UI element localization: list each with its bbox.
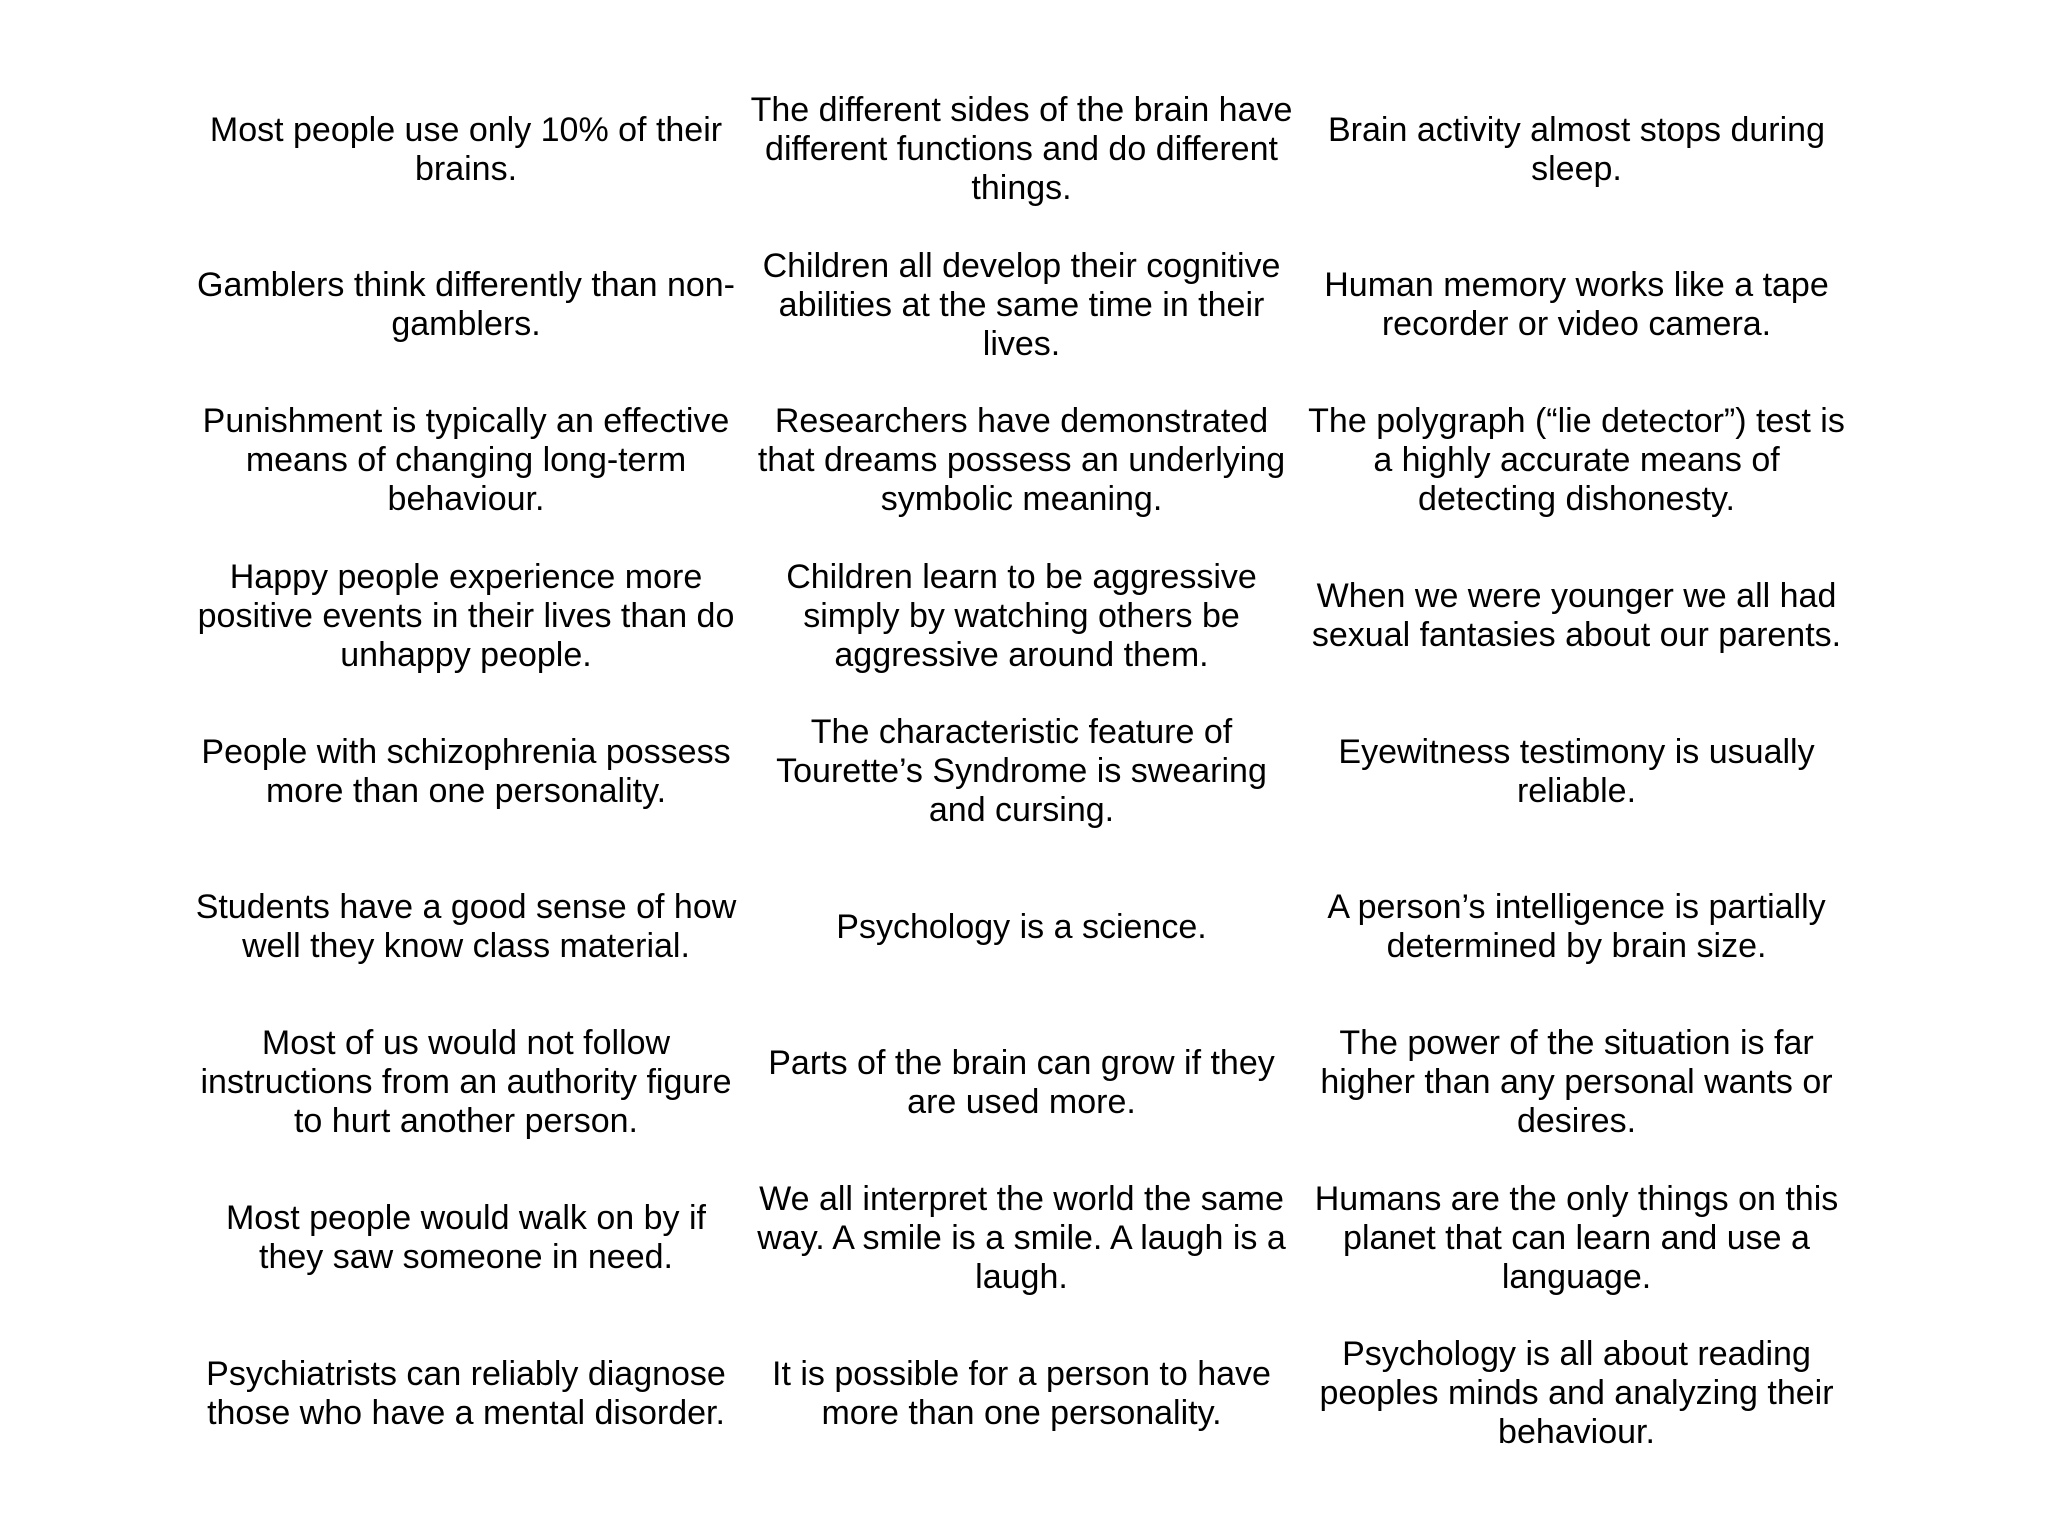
statement-text: Most people use only 10% of their brains. [209, 110, 723, 188]
statement-card [744, 383, 1299, 539]
statement-text: Humans are the only things on this planet that can learn and use a language. [1314, 1179, 1839, 1296]
statement-card [188, 850, 744, 1006]
statement-card [1299, 228, 1854, 384]
statement-card [744, 72, 1299, 228]
statement-card [188, 1316, 744, 1472]
statement-text: The characteristic feature of Tourette’s Syndrome is swearing and cursing. [776, 713, 1267, 830]
statement-card [188, 383, 744, 539]
statement-grid [188, 72, 1854, 1492]
statement-card [188, 72, 744, 228]
statement-text: Most people would walk on by if they saw someone in need. [225, 1199, 707, 1277]
statement-card [188, 228, 744, 384]
statement-text: Psychology is all about reading peoples minds and analyzing their behaviour. [1319, 1335, 1834, 1452]
statement-text: Human memory works like a tape recorder or video camera. [1324, 266, 1829, 344]
statement-text: Children all develop their cognitive abilities at the same time in their lives. [762, 246, 1281, 363]
statement-card [744, 539, 1299, 695]
statement-card [1299, 539, 1854, 695]
statement-card [188, 1005, 744, 1161]
statement-card [1299, 1161, 1854, 1317]
statement-text: The polygraph (“lie detector”) test is a highly accurate means of detecting dishonesty. [1308, 402, 1845, 519]
statement-text: Children learn to be aggressive simply by watching others be aggressive around them. [786, 557, 1257, 674]
statement-text: It is possible for a person to have more than one personality. [772, 1354, 1271, 1432]
statement-text: Eyewitness testimony is usually reliable. [1338, 732, 1815, 810]
statement-card [744, 850, 1299, 1006]
statement-card [744, 1316, 1299, 1472]
statement-card [1299, 850, 1854, 1006]
statement-text: Punishment is typically an effective means of changing long-term behaviour. [202, 402, 730, 519]
statement-text: We all interpret the world the same way. A smile is a smile. A laugh is a laugh. [757, 1179, 1286, 1296]
statement-card [744, 694, 1299, 850]
statement-card [744, 1005, 1299, 1161]
statement-card [1299, 1005, 1854, 1161]
statement-text: Most of us would not follow instructions from an authority figure to hurt another person. [200, 1024, 732, 1141]
statement-card [188, 694, 744, 850]
statement-text: People with schizophrenia possess more than one personality. [201, 732, 731, 810]
statement-text: Psychiatrists can reliably diagnose those who have a mental disorder. [206, 1354, 726, 1432]
statement-text: A person’s intelligence is partially determined by brain size. [1327, 888, 1826, 966]
statement-text: Parts of the brain can grow if they are used more. [768, 1043, 1275, 1121]
statement-text: When we were younger we all had sexual fantasies about our parents. [1311, 577, 1842, 655]
statement-text: Brain activity almost stops during sleep. [1328, 110, 1825, 188]
statement-text: Students have a good sense of how well they know class material. [195, 888, 737, 966]
statement-text: Psychology is a science. [836, 907, 1207, 946]
statement-card [744, 1161, 1299, 1317]
statement-text: The power of the situation is far higher than any personal wants or desires. [1320, 1024, 1833, 1141]
statement-card [1299, 72, 1854, 228]
statement-card [188, 539, 744, 695]
statement-text: Researchers have demonstrated that dreams possess an underlying symbolic meaning. [757, 402, 1286, 519]
statement-card [1299, 1316, 1854, 1472]
statement-text: The different sides of the brain have different functions and do different things. [750, 91, 1293, 208]
statement-card [744, 228, 1299, 384]
statement-text: Happy people experience more positive events in their lives than do unhappy people. [197, 557, 735, 674]
statement-card [1299, 694, 1854, 850]
statement-card [1299, 383, 1854, 539]
statement-card [188, 1161, 744, 1317]
statement-text: Gamblers think differently than non-gamblers. [197, 266, 735, 344]
